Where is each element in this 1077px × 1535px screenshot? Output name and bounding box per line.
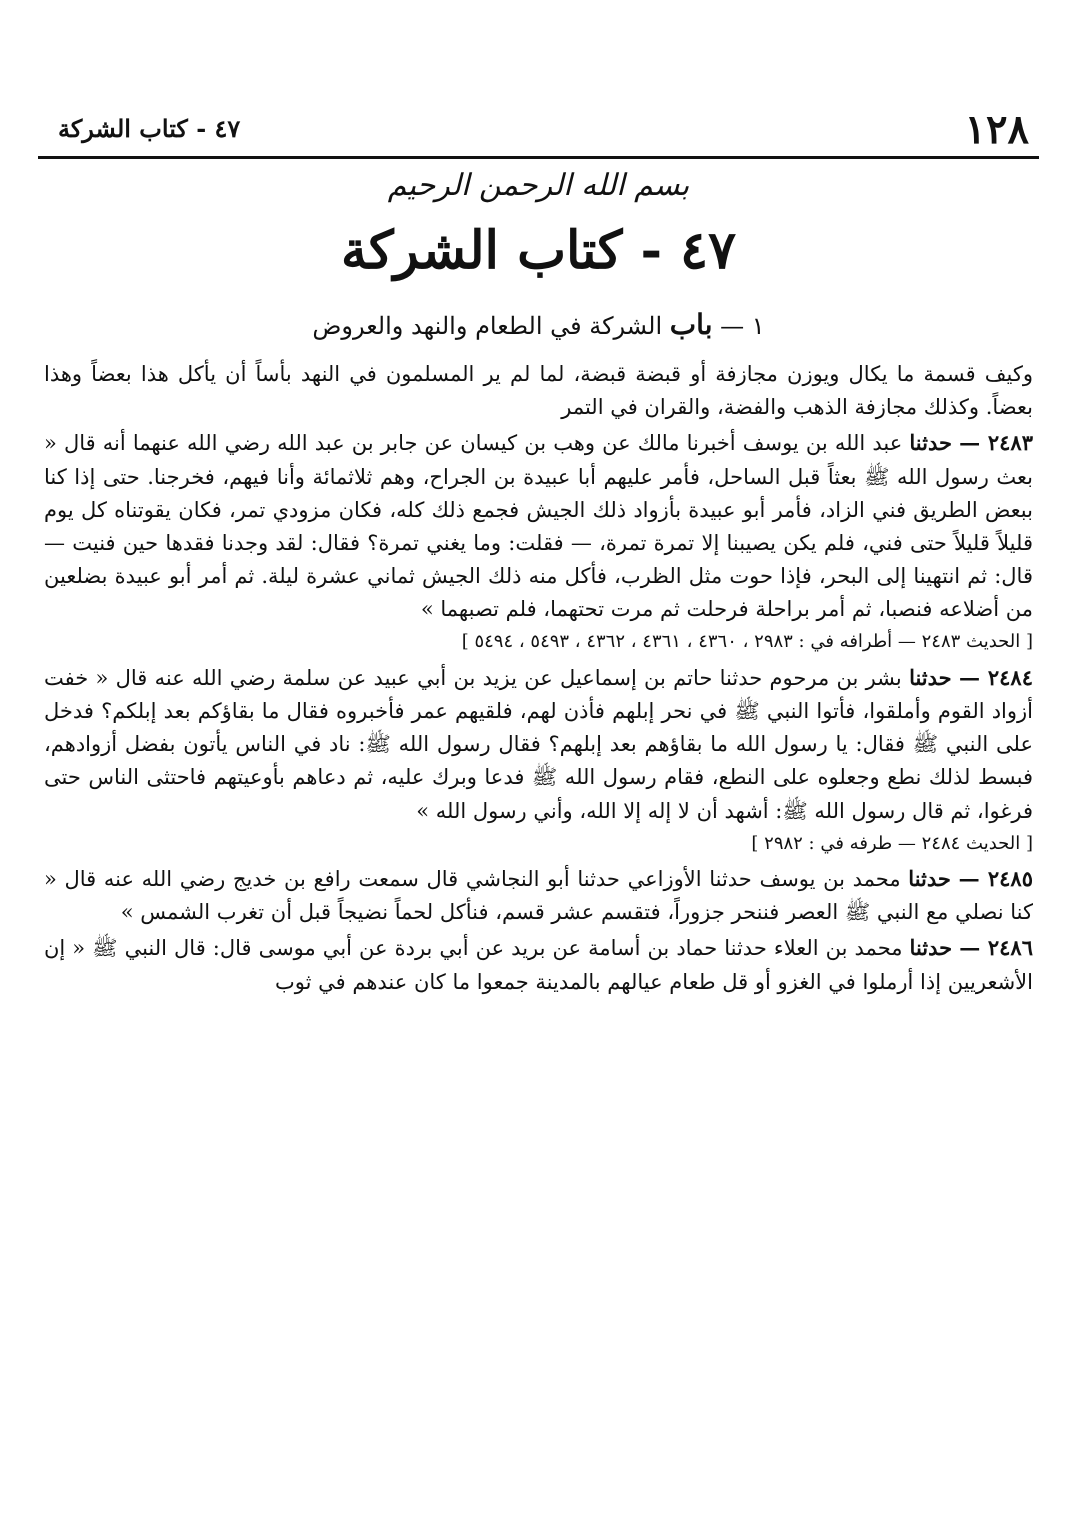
basmala: بسم الله الرحمن الرحيم	[387, 168, 690, 203]
bab-number: ١ —	[720, 312, 765, 340]
hadith-number: ٢٤٨٤ —	[958, 664, 1033, 690]
intro-paragraph: وكيف قسمة ما يكال ويوزن مجازفة أو قبضة قبضة، لما لم ير المسلمون في النهد بأساً أن يأكل هذا بعضاً وهذا بعضاً. وكذلك مجازفة الذهب والفضة، والقران في التمر	[44, 362, 1033, 420]
body-text	[44, 358, 1033, 1001]
running-chapter-title: ٤٧ - كتاب الشركة	[58, 114, 241, 143]
hadith-text: بشر بن مرحوم حدثنا حاتم بن إسماعيل عن يزيد بن أبي عبيد عن سلمة رضي الله عنه قال « خفت أزواد القوم وأملقوا، فأتوا النبي ﷺ في نحر إبلهم فأذن لهم، فلقيهم عمر فأخبروه فقال ما بقاؤكم بعد إبلكم؟ فدخل على النبي ﷺ فقال: يا رسول الله ما بقاؤهم بعد إبلهم؟ فقال رسول الله ﷺ: ناد في الناس يأتون بفضل أزوادهم، فبسط لذلك نطع وجعلوه على النطع، فقام رسول الله ﷺ فدعا وبرك عليه، ثم دعاهم بأوعيتهم فاحتثى الناس حتى فرغوا، ثم قال رسول الله ﷺ: أشهد أن لا إله إلا الله، وأني رسول الله »	[44, 665, 1033, 823]
page-header	[38, 96, 1039, 159]
hadith-paragraph	[44, 426, 1033, 626]
hadith-text: محمد بن العلاء حدثنا حماد بن أسامة عن بريد عن أبي بردة عن أبي موسى قال: قال النبي ﷺ « إن الأشعريين إذا أرملوا في الغزو أو قل طعام عيالهم بالمدينة جمعوا ما كان عندهم في ثوب	[44, 936, 1033, 994]
hadith-number: ٢٤٨٦ —	[959, 935, 1033, 961]
bab-heading	[0, 308, 1077, 341]
chapter-title: ٤٧ - كتاب الشركة	[340, 220, 736, 281]
hadith-paragraph	[44, 931, 1033, 998]
hadith-opening: حدثنا	[908, 866, 951, 892]
hadith-opening: حدثنا	[909, 664, 952, 690]
hadith-number: ٢٤٨٣ —	[959, 430, 1033, 456]
hadith-reference: [ الحديث ٢٤٨٣ — أطرافه في : ٢٩٨٣ ، ٤٣٦٠ ، ٤٣٦١ ، ٤٣٦٢ ، ٥٤٩٣ ، ٥٤٩٤ ]	[461, 631, 1033, 653]
page-number: ١٢٨	[964, 106, 1029, 153]
hadith-paragraph	[44, 661, 1033, 828]
hadith-number: ٢٤٨٥ —	[958, 866, 1033, 892]
hadith-text: محمد بن يوسف حدثنا الأوزاعي حدثنا أبو النجاشي قال سمعت رافع بن خديج رضي الله عنه قال « كنا نصلي مع النبي ﷺ العصر فننحر جزوراً، فتقسم عشر قسم، فنأكل لحماً نضيجاً قبل أن تغرب الشمس »	[44, 867, 1033, 925]
hadith-text: عبد الله بن يوسف أخبرنا مالك عن وهب بن كيسان عن جابر بن عبد الله رضي الله عنهما أنه قال « بعث رسول الله ﷺ بعثاً قبل الساحل، فأمر عليهم أبا عبيدة بن الجراح، وهم ثلاثمائة وأنا فيهم، فخرجنا. حتى إذا كنا ببعض الطريق فني الزاد، فأمر أبو عبيدة بأزواد ذلك الجيش فجمع ذلك كله، فكان مزودي تمر، فكان يقوتناه كل يوم قليلاً قليلاً حتى فني، فلم يكن يصيبنا إلا تمرة تمرة، — فقلت: وما يغني تمرة؟ فقال: لقد وجدنا فقدها حين فنيت — قال: ثم انتهينا إلى البحر، فإذا حوت مثل الظرب، فأكل منه ذلك الجيش ثماني عشرة ليلة. ثم أمر أبو عبيدة بضلعين من أضلاعه فنصبا، ثم أمر براحلة فرحلت ثم مرت تحتهما، فلم تصبهما »	[44, 431, 1033, 622]
hadith-opening: حدثنا	[909, 935, 953, 961]
bab-word: باب	[669, 308, 713, 341]
hadith-paragraph	[44, 862, 1033, 929]
hadith-opening: حدثنا	[909, 430, 952, 456]
bab-title-text: الشركة في الطعام والنهد والعروض	[312, 312, 663, 340]
hadith-reference: [ الحديث ٢٤٨٤ — طرفه في : ٢٩٨٢ ]	[751, 832, 1033, 854]
